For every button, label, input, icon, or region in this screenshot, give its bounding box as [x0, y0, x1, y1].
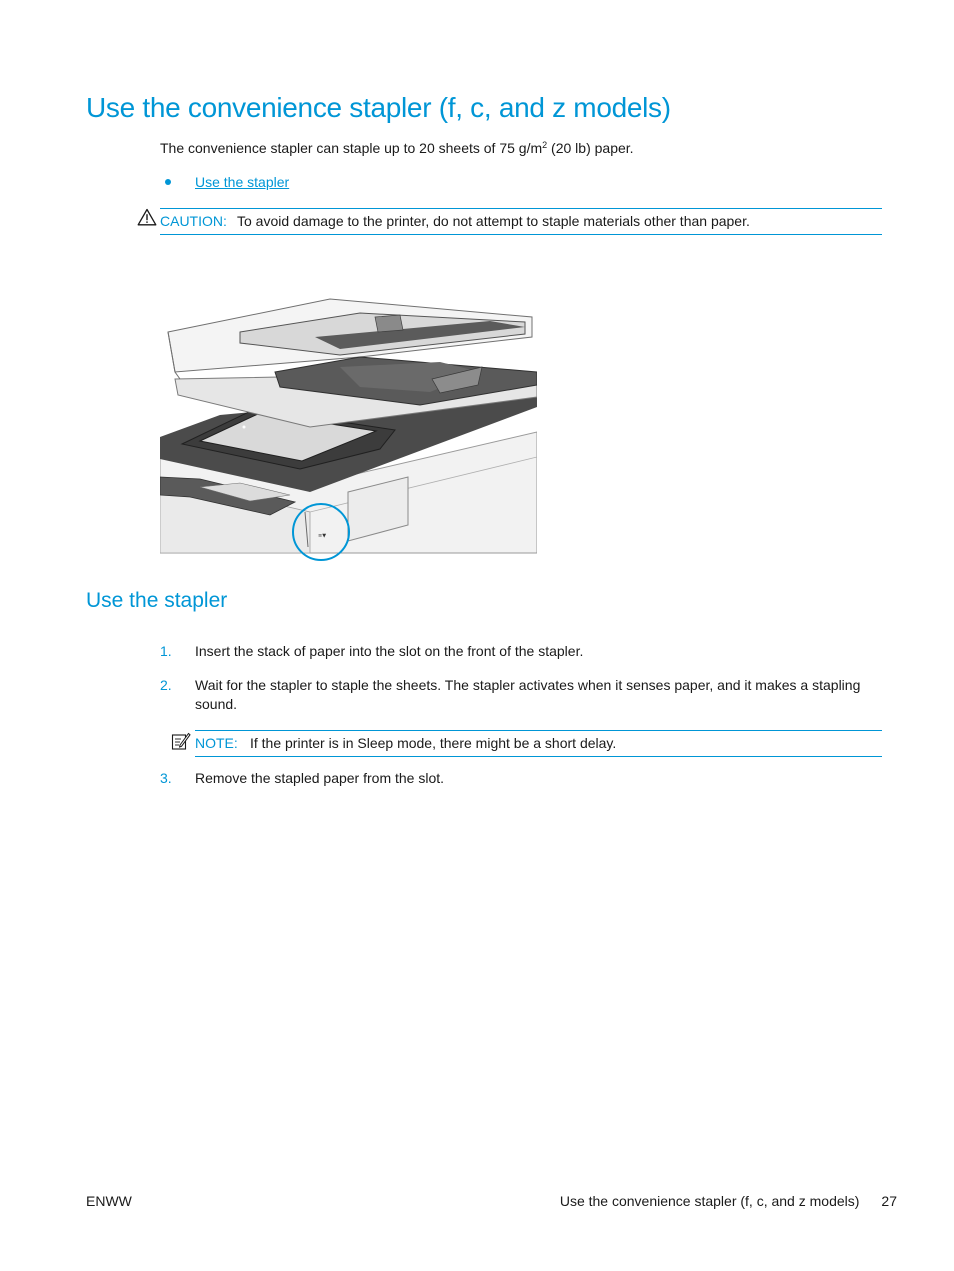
intro-text: The convenience stapler can staple up to 20 sheets of 75 g/m — [160, 140, 543, 156]
footer-section-title: Use the convenience stapler (f, c, and z models) — [559, 1193, 860, 1209]
toc-link-use-the-stapler[interactable]: Use the stapler — [195, 174, 290, 190]
note-pencil-icon — [171, 731, 191, 751]
step-text: Remove the stapled paper from the slot. — [195, 770, 445, 786]
step-number: 3. — [160, 770, 172, 786]
footer-left: ENWW — [86, 1193, 132, 1209]
bullet-icon — [165, 179, 171, 185]
caution-box — [160, 208, 882, 235]
step-item — [160, 642, 882, 662]
page-number: 27 — [881, 1193, 897, 1209]
warning-triangle-icon — [137, 208, 157, 226]
printer-stapler-illustration — [160, 297, 537, 565]
page-title: Use the convenience stapler (f, c, and z models) — [86, 92, 671, 123]
intro-text-end: (20 lb) paper. — [547, 140, 634, 156]
section-heading: Use the stapler — [86, 589, 228, 612]
step-item — [160, 769, 882, 789]
intro-superscript: 2 — [542, 140, 548, 150]
note-text: If the printer is in Sleep mode, there might be a short delay. — [250, 735, 617, 751]
note-label: NOTE: — [195, 735, 238, 751]
intro-paragraph — [160, 139, 634, 158]
step-number: 1. — [160, 643, 172, 659]
footer-right — [560, 1193, 897, 1209]
step-number: 2. — [160, 677, 172, 693]
caution-text: To avoid damage to the printer, do not attempt to staple materials other than paper. — [237, 213, 750, 229]
caution-label: CAUTION: — [160, 213, 227, 229]
step-text: Insert the stack of paper into the slot on the front of the stapler. — [195, 643, 584, 659]
note-box — [195, 730, 882, 757]
toc-list-item — [160, 173, 289, 192]
step-text: Wait for the stapler to staple the sheets. The stapler activates when it senses paper, and it makes a stapling sound. — [195, 677, 861, 712]
step-item — [160, 676, 882, 716]
svg-text:≡▼: ≡▼ — [318, 533, 327, 539]
